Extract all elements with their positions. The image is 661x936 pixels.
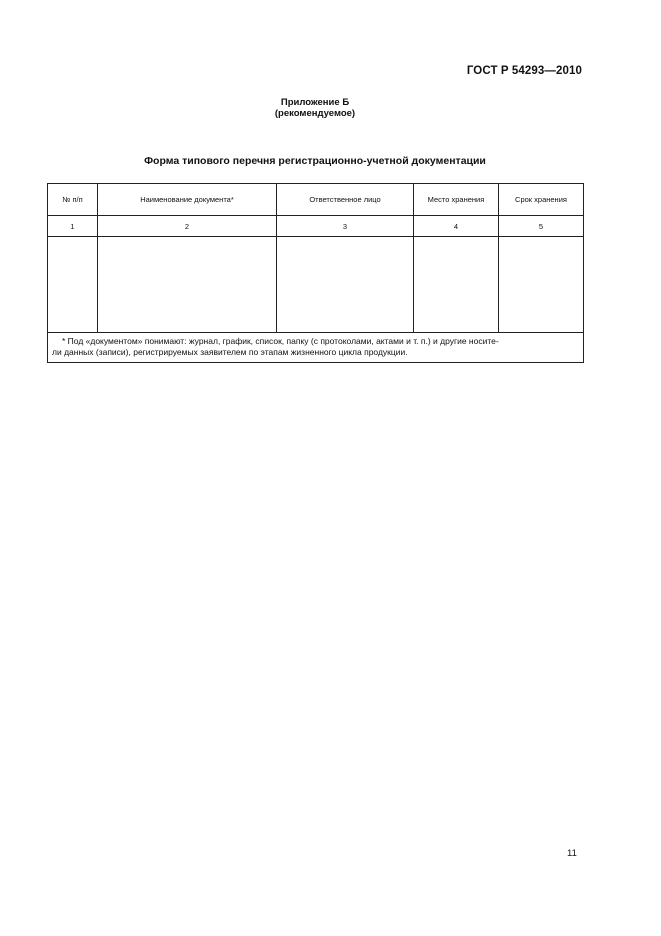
column-number: 4: [414, 216, 499, 237]
column-header-storage-location: Место хранения: [414, 184, 499, 216]
footnote-line: ли данных (записи), регистрируемых заявителем по этапам жизненного цикла продукции.: [52, 347, 408, 357]
empty-cell: [414, 237, 499, 333]
table-row: [48, 237, 584, 333]
column-number: 5: [499, 216, 584, 237]
table-footnote: [48, 333, 584, 363]
footnote-line: * Под «документом» понимают: журнал, график, список, папку (с протоколами, актами и т. п.) и другие носите-: [62, 336, 499, 346]
column-header-retention-period: Срок хранения: [499, 184, 584, 216]
empty-cell: [98, 237, 277, 333]
column-number: 3: [277, 216, 414, 237]
column-header-responsible-person: Ответственное лицо: [277, 184, 414, 216]
table-header-row: [48, 184, 584, 216]
standard-code-header: ГОСТ Р 54293—2010: [466, 65, 582, 77]
appendix-title: Приложение Б: [280, 97, 350, 108]
empty-cell: [48, 237, 98, 333]
form-title: Форма типового перечня регистрационно-учетной документации: [144, 155, 486, 167]
column-number: 2: [98, 216, 277, 237]
footnote-row: [48, 333, 584, 363]
page-number: 11: [567, 848, 577, 859]
documentation-register-table: [47, 183, 584, 363]
appendix-subtitle: (рекомендуемое): [274, 108, 356, 119]
column-header-document-name: Наименование документа*: [98, 184, 277, 216]
column-number-row: [48, 216, 584, 237]
column-number: 1: [48, 216, 98, 237]
appendix-heading: [0, 97, 630, 119]
empty-cell: [499, 237, 584, 333]
empty-cell: [277, 237, 414, 333]
column-header-item-number: № п/п: [48, 184, 98, 216]
